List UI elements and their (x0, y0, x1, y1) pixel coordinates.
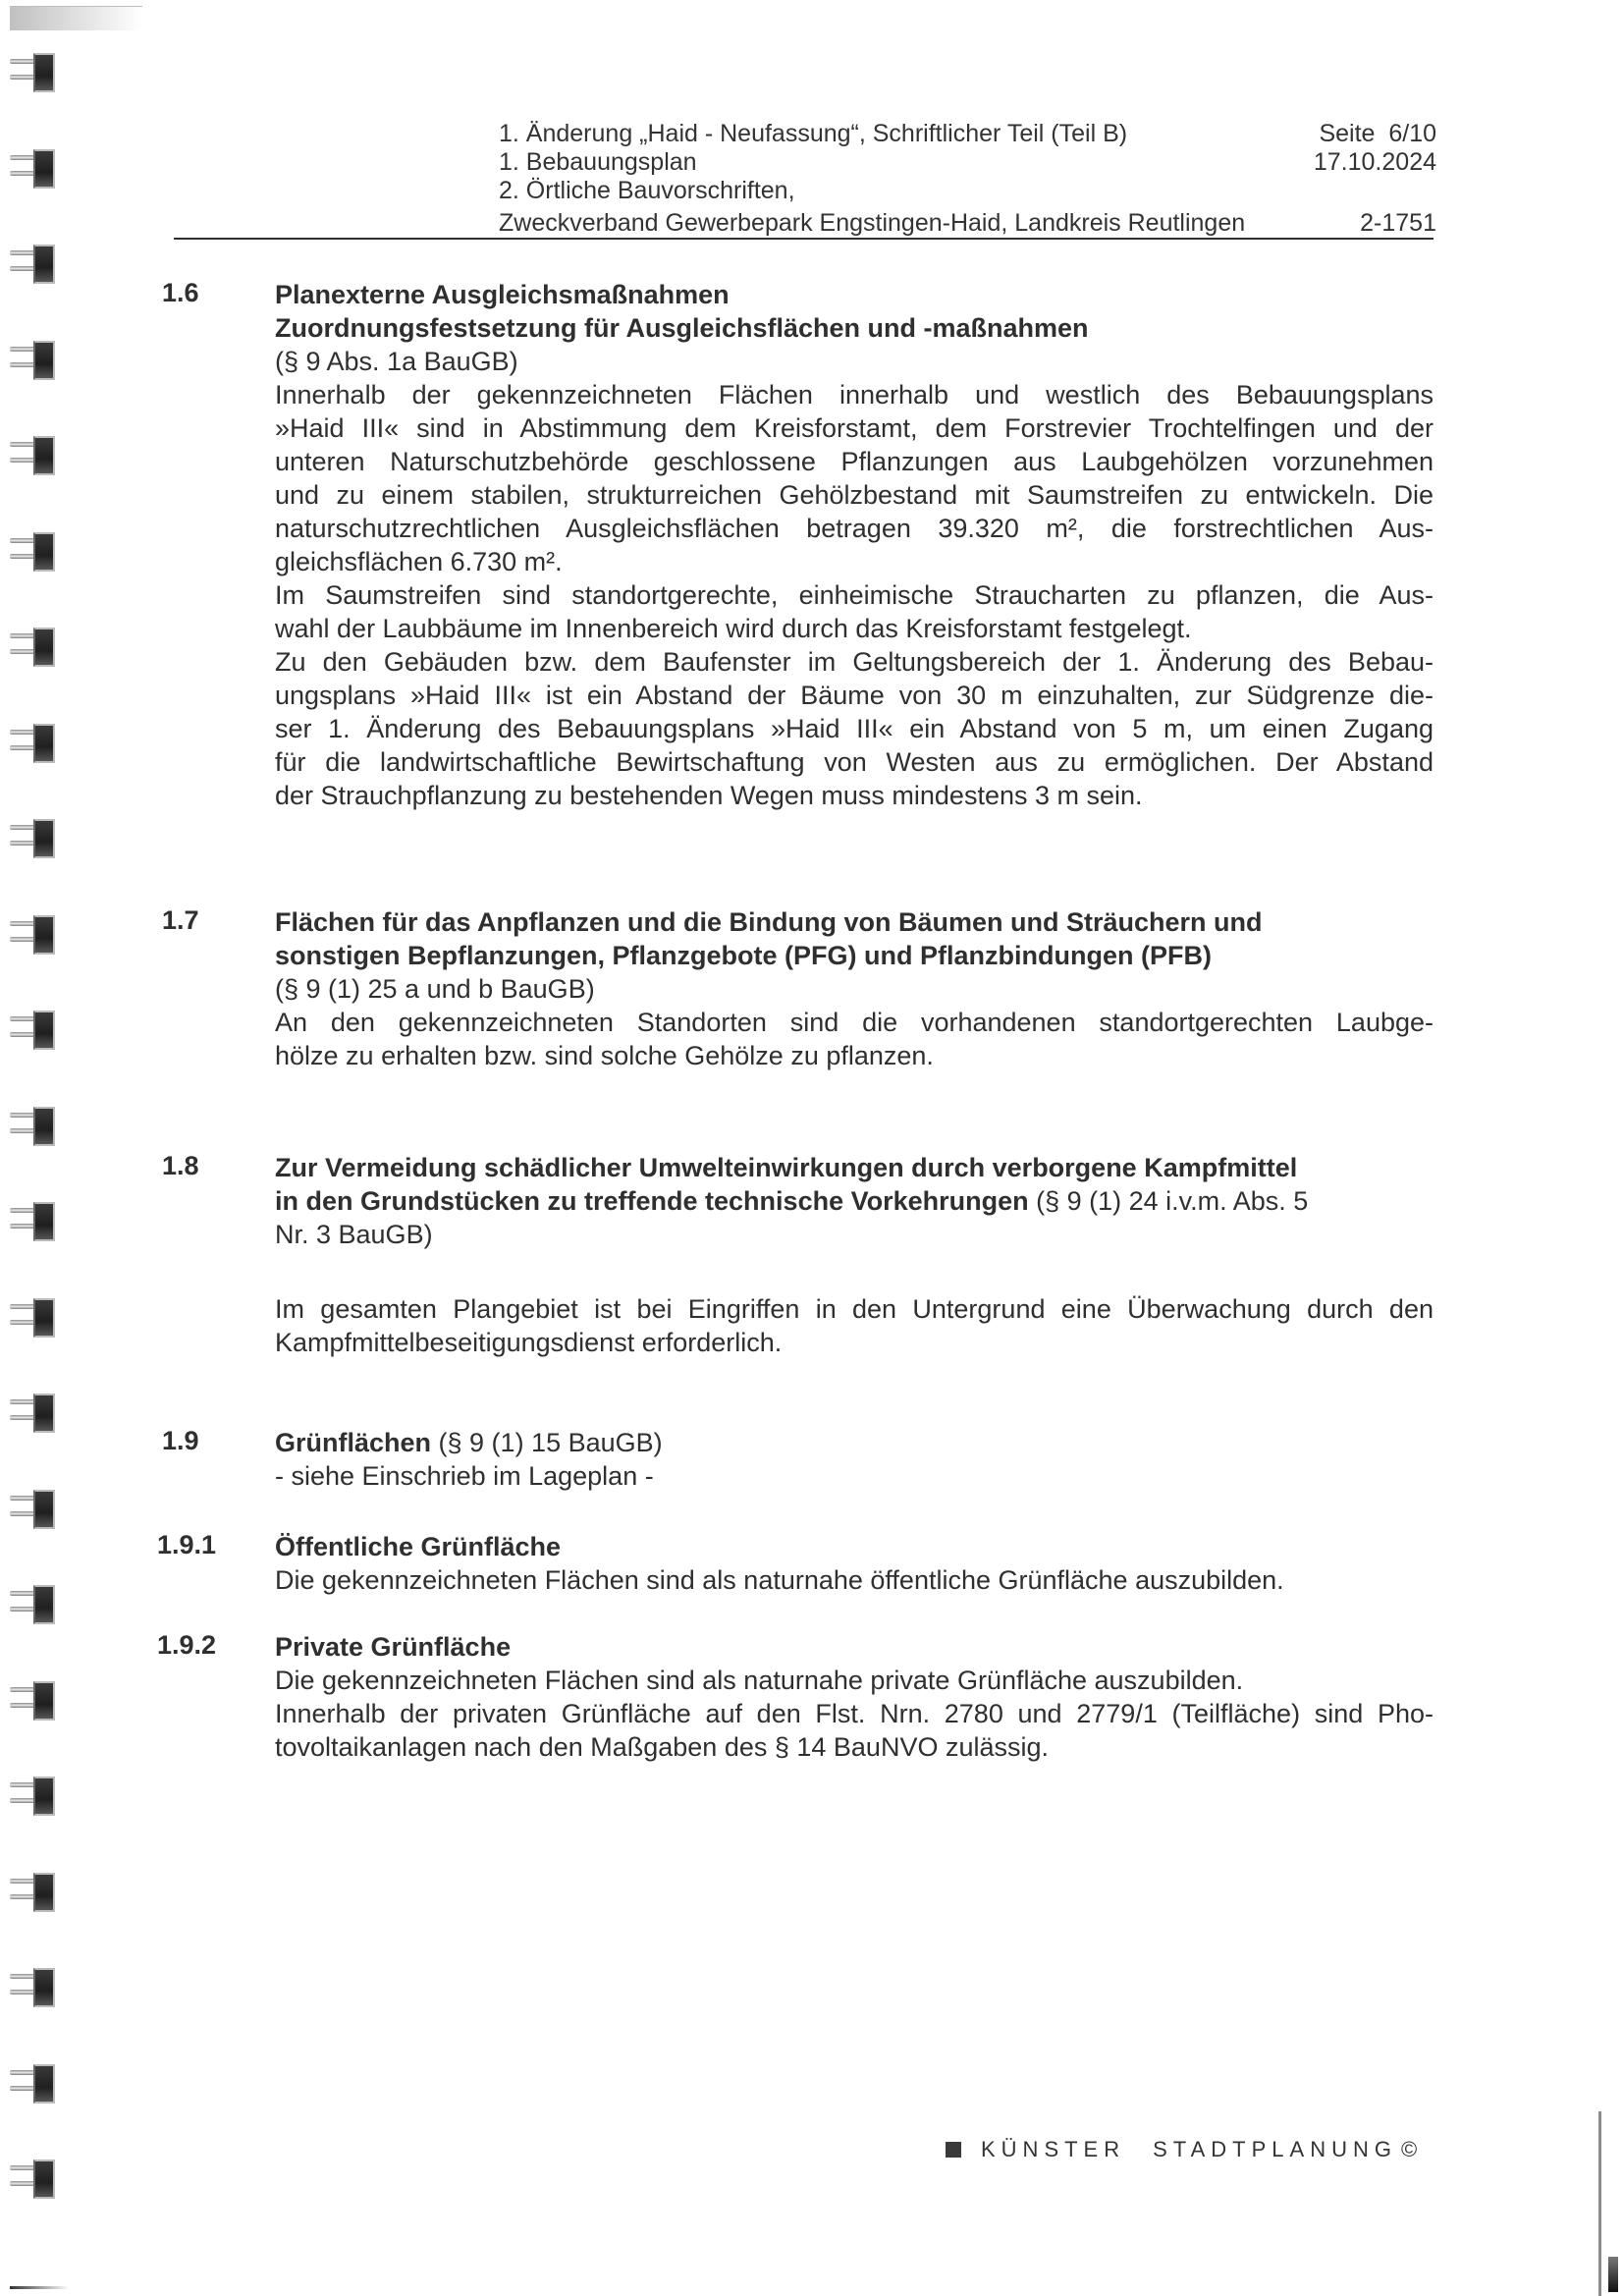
body-line: Im gesamten Plangebiet ist bei Eingriffen in den Untergrund eine Überwachung durch den (275, 1294, 1434, 1324)
body-line: naturschutzrechtlichen Ausgleichsflächen betragen 39.320 m², die forstrechtlichen Aus- (275, 514, 1434, 543)
page-header (499, 120, 1436, 238)
page-edge-mark (1608, 2257, 1618, 2292)
binding-ring (10, 1200, 57, 1243)
body-line: der Strauchpflanzung zu bestehenden Wegen muss mindestens 3 m sein. (275, 781, 1143, 810)
binding-ring (10, 434, 57, 477)
binding-ring (10, 1105, 57, 1148)
binding-ring (10, 51, 57, 94)
footer-brand-word2: STADTPLANUNG (1153, 2137, 1397, 2161)
section-note: - siehe Einschrieb im Lageplan - (275, 1461, 654, 1491)
binding-ring (10, 1871, 57, 1914)
document-title: 1. Änderung „Haid - Neufassung“, Schriftlicher Teil (Teil B) (499, 120, 1128, 147)
section-heading: sonstigen Bepflanzungen, Pflanzgebote (PFG) und Pflanzbindungen (PFB) (275, 941, 1212, 970)
logo-square-icon (946, 2142, 961, 2158)
section-number: 1.9.1 (157, 1530, 217, 1559)
page-edge-right (1598, 2111, 1601, 2296)
binding-ring (10, 1775, 57, 1818)
scan-shadow-bottom (10, 2286, 69, 2289)
body-line: tovoltaikanlagen nach den Maßgaben des § 14 BauNVO zulässig. (275, 1732, 1050, 1762)
section-heading: Grünflächen (275, 1428, 432, 1457)
section-number: 1.9.2 (157, 1630, 217, 1660)
section-body (275, 378, 1434, 812)
binding-ring (10, 1966, 57, 2009)
body-line: ungsplans »Haid III« ist ein Abstand der Bäume von 30 m einzuhalten, zur Südgrenze die- (275, 681, 1434, 710)
body-line: ser 1. Änderung des Bebauungsplans »Haid III« ein Abstand von 5 m, um einen Zugang (275, 714, 1434, 743)
binding-ring (10, 1009, 57, 1052)
binding-ring (10, 722, 57, 765)
page-number: Seite 6/10 (1319, 120, 1436, 147)
binding-ring (10, 626, 57, 669)
section-number: 1.8 (162, 1151, 199, 1180)
section-number: 1.7 (162, 905, 199, 935)
binding-ring (10, 2158, 57, 2201)
legal-reference-cont: Nr. 3 BauGB) (275, 1220, 433, 1249)
document-date: 17.10.2024 (1313, 148, 1436, 176)
binding-ring (10, 530, 57, 574)
body-line: hölze zu erhalten bzw. sind solche Gehölze zu pflanzen. (275, 1041, 934, 1070)
section-heading: Zuordnungsfestsetzung für Ausgleichsflächen und -maßnahmen (275, 313, 1089, 343)
body-line: wahl der Laubbäume im Innenbereich wird durch das Kreisforstamt festgelegt. (275, 614, 1192, 643)
section-heading: Planexterne Ausgleichsmaßnahmen (275, 280, 730, 309)
binding-ring (10, 817, 57, 860)
binding-ring (10, 1679, 57, 1722)
body-line: gleichsflächen 6.730 m². (275, 547, 563, 576)
section-body (275, 1292, 1434, 1359)
legal-reference: (§ 9 (1) 15 BauGB) (431, 1428, 663, 1457)
binding-ring (10, 1583, 57, 1626)
binding-ring (10, 243, 57, 286)
body-line: Zu den Gebäuden bzw. dem Baufenster im Geltungsbereich der 1. Änderung des Bebau- (275, 647, 1434, 677)
copyright-icon: © (1400, 2137, 1418, 2161)
body-line: und zu einem stabilen, strukturreichen Gehölzbestand mit Saumstreifen zu entwickeln. Die (275, 480, 1434, 510)
body-line: »Haid III« sind in Abstimmung dem Kreisforstamt, dem Forstrevier Trochtelfingen und der (275, 413, 1434, 443)
body-line: Innerhalb der privaten Grünfläche auf den Flst. Nrn. 2780 und 2779/1 (Teilfläche) sind Pho- (275, 1699, 1434, 1728)
header-line-bebauungsplan: 1. Bebauungsplan (499, 148, 697, 176)
section-body (275, 1664, 1434, 1764)
page-footer (946, 2137, 1417, 2162)
header-rule (174, 238, 1434, 240)
section-heading: Flächen für das Anpflanzen und die Bindung von Bäumen und Sträuchern und (275, 907, 1263, 937)
body-line: Im Saumstreifen sind standortgerechte, einheimische Straucharten zu pflanzen, die Aus- (275, 580, 1434, 610)
section-heading: Private Grünfläche (275, 1632, 512, 1662)
header-line-bauvorschriften: 2. Örtliche Bauvorschriften, (499, 177, 795, 204)
body-line: Die gekennzeichneten Flächen sind als naturnahe öffentliche Grünfläche auszubilden. (275, 1565, 1284, 1595)
body-line: Die gekennzeichneten Flächen sind als naturnahe private Grünfläche auszubilden. (275, 1666, 1244, 1695)
binding-ring (10, 1296, 57, 1339)
section-number: 1.6 (162, 278, 199, 307)
binding-ring (10, 1392, 57, 1435)
legal-reference: (§ 9 (1) 24 i.v.m. Abs. 5 (1028, 1186, 1309, 1216)
binding-ring (10, 147, 57, 191)
binding-ring (10, 2062, 57, 2105)
project-number: 2-1751 (1360, 209, 1436, 237)
body-line: für die landwirtschaftliche Bewirtschaftung von Westen aus zu ermöglichen. Der Abstand (275, 747, 1434, 777)
scan-shadow-top (10, 6, 142, 30)
binding-ring (10, 339, 57, 382)
body-line: Innerhalb der gekennzeichneten Flächen innerhalb und westlich des Bebauungsplans (275, 380, 1434, 410)
body-line: Kampfmittelbeseitigungsdienst erforderlich. (275, 1328, 783, 1357)
binding-ring (10, 1488, 57, 1531)
header-line-zweckverband: Zweckverband Gewerbepark Engstingen-Haid, Landkreis Reutlingen (499, 209, 1246, 237)
section-body (275, 1006, 1434, 1072)
footer-brand-word1: KÜNSTER (981, 2137, 1126, 2161)
section-heading: Zur Vermeidung schädlicher Umwelteinwirkungen durch verborgene Kampfmittel (275, 1153, 1298, 1182)
section-number: 1.9 (162, 1426, 199, 1455)
section-body (275, 1563, 1434, 1597)
legal-reference: (§ 9 (1) 25 a und b BauGB) (275, 974, 595, 1004)
section-heading: in den Grundstücken zu treffende technische Vorkehrungen (275, 1186, 1029, 1216)
binding-ring (10, 913, 57, 957)
body-line: unteren Naturschutzbehörde geschlossene Pflanzungen aus Laubgehölzen vorzunehmen (275, 447, 1434, 476)
body-line: An den gekennzeichneten Standorten sind die vorhandenen standortgerechten Laubge- (275, 1008, 1434, 1037)
legal-reference: (§ 9 Abs. 1a BauGB) (275, 347, 518, 376)
section-heading: Öffentliche Grünfläche (275, 1532, 562, 1561)
